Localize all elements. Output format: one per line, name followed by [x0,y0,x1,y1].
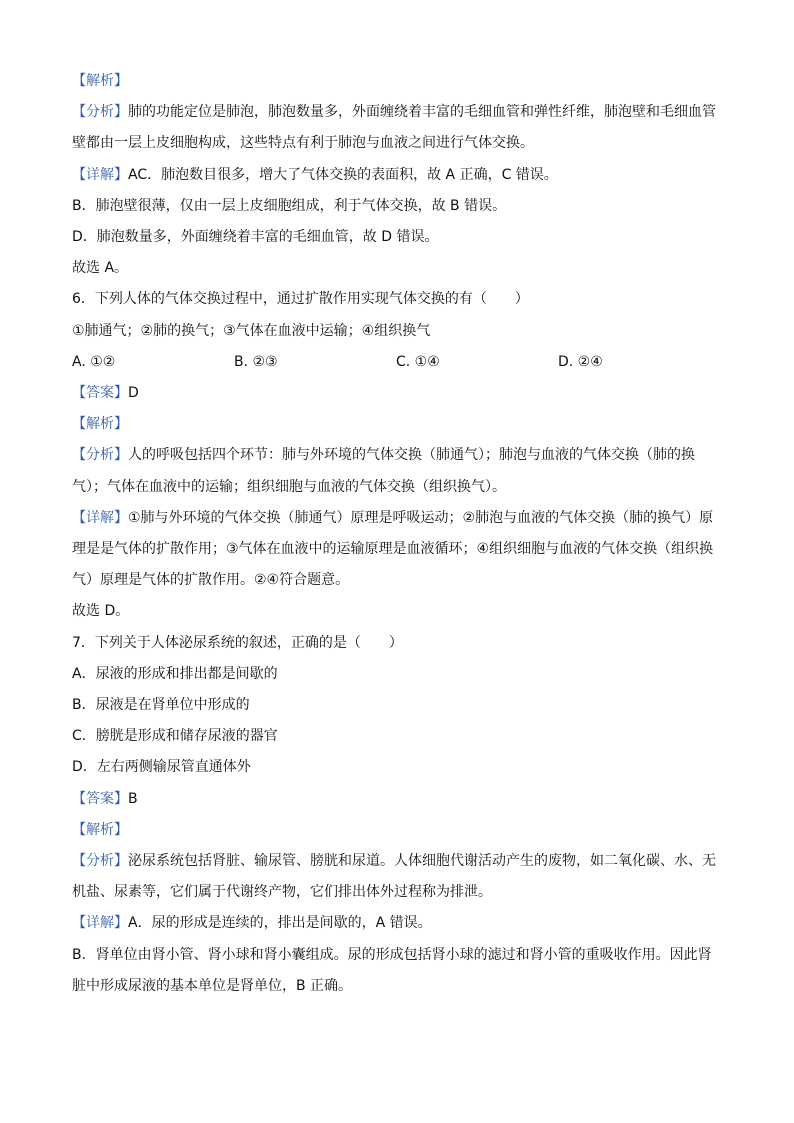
text-line [72,316,722,347]
line-text: AC．肺泡数目很多，增大了气体交换的表面积，故 A 正确，C 错误。 [128,166,558,183]
line-text: 肺的功能定位是肺泡，肺泡数量多，外面缠绕着丰富的毛细血管和弹性纤维，肺泡壁和毛细血管 [128,104,716,121]
line-text: 7．下列关于人体泌尿系统的叙述，正确的是（ ） [72,634,403,651]
text-line [72,971,722,1002]
line-text: B．肾单位由肾小管、肾小球和肾小囊组成。尿的形成包括肾小球的滤过和肾小管的重吸收作用。因此肾 [72,946,712,963]
answer-line [72,784,722,815]
section-tag: 【解析】 [72,73,128,89]
text-line [72,534,722,565]
line-text: 机盐、尿素等，它们属于代谢终产物，它们排出体外过程称为排泄。 [72,884,492,901]
question-6-stem [72,284,722,315]
option-a: A. ①② [72,353,116,370]
line-text: ①肺与外环境的气体交换（肺通气）原理是呼吸运动；②肺泡与血液的气体交换（肺的换气）原 [128,509,714,526]
answer-line [72,378,722,409]
text-line [72,877,722,908]
line-text: D．肺泡数量多，外面缠绕着丰富的毛细血管，故 D 错误。 [72,229,439,246]
line-text: C．膀胱是形成和储存尿液的器官 [72,728,278,745]
text-line [72,409,722,440]
text-line [72,565,722,596]
line-text: D [128,385,139,402]
text-line [72,503,722,534]
text-line [72,160,722,191]
option-d [72,752,722,783]
line-text: 6．下列人体的气体交换过程中，通过扩散作用实现气体交换的有（ ） [72,291,529,308]
section-tag: 【答案】 [72,385,128,402]
option-b [72,690,722,721]
option-c [72,721,722,752]
line-text: 脏中形成尿液的基本单位是肾单位，B 正确。 [72,977,353,994]
line-text: 故选 A。 [72,260,129,277]
line-text: 壁都由一层上皮细胞构成，这些特点有利于肺泡与血液之间进行气体交换。 [72,135,534,152]
option-d: D. ②④ [558,353,603,370]
line-text: A．尿液的形成和排出都是间歇的 [72,665,278,682]
line-text: ①肺通气；②肺的换气；③气体在血液中运输；④组织换气 [72,322,431,339]
section-tag: 【分析】 [72,104,128,121]
section-tag: 【解析】 [72,416,128,433]
line-text: A．尿的形成是连续的，排出是间歇的，A 错误。 [128,915,432,932]
line-text: 理是是气体的扩散作用；③气体在血液中的运输原理是血液循环；④组织细胞与血液的气体交换（组织换 [72,541,714,558]
text-line [72,66,722,97]
text-line [72,440,722,471]
question-6-options [72,347,722,378]
line-text: B．尿液是在肾单位中形成的 [72,697,250,714]
text-line [72,846,722,877]
line-text: 故选 D。 [72,603,130,620]
text-line [72,128,722,159]
question-7-stem [72,628,722,659]
text-line [72,253,722,284]
line-text: 气）原理是气体的扩散作用。②④符合题意。 [72,572,350,589]
section-tag: 【解析】 [72,821,128,838]
option-b: B. ②③ [234,353,278,370]
section-tag: 【分析】 [72,447,128,464]
option-c: C. ①④ [396,353,440,370]
section-tag: 【答案】 [72,790,128,807]
section-tag: 【分析】 [72,853,128,870]
section-tag: 【详解】 [72,915,128,932]
text-line [72,97,722,128]
text-line [72,596,722,627]
text-line [72,191,722,222]
section-tag: 【详解】 [72,509,128,526]
line-text: 人的呼吸包括四个环节：肺与外环境的气体交换（肺通气）；肺泡与血液的气体交换（肺的换 [128,447,695,464]
text-line [72,940,722,971]
option-a [72,659,722,690]
line-text: B．肺泡壁很薄，仅由一层上皮细胞组成，利于气体交换，故 B 错误。 [72,197,507,214]
text-line [72,222,722,253]
line-text: 气）；气体在血液中的运输；组织细胞与血液的气体交换（组织换气）。 [72,478,506,495]
text-line [72,908,722,939]
line-text: D．左右两侧输尿管直通体外 [72,759,251,776]
section-tag: 【详解】 [72,166,128,183]
text-line [72,815,722,846]
line-text: B [128,790,138,807]
line-text: 泌尿系统包括肾脏、输尿管、膀胱和尿道。人体细胞代谢活动产生的废物，如二氧化碳、水、无 [128,853,716,870]
text-line [72,472,722,503]
